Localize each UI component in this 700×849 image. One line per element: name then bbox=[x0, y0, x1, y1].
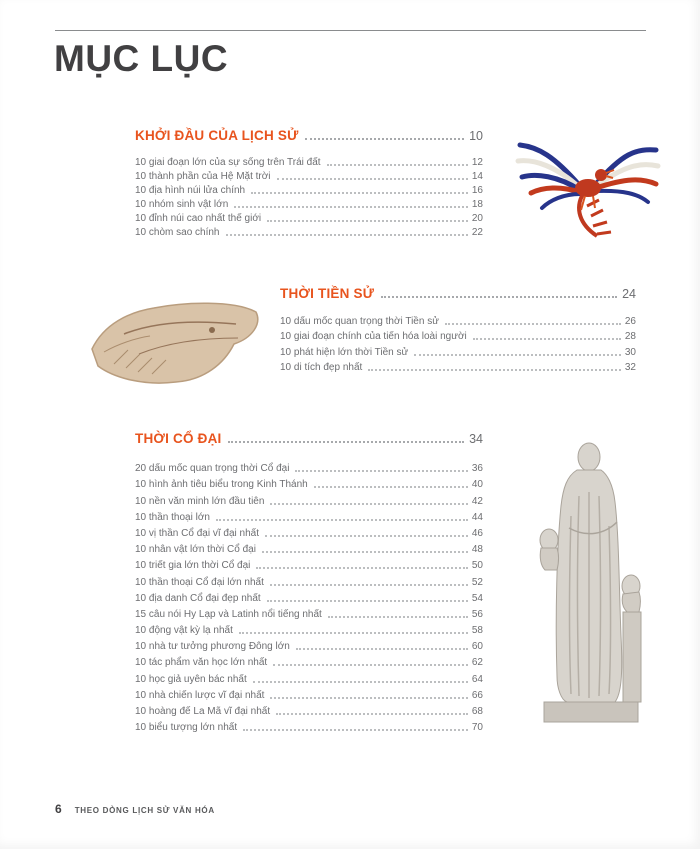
section-page-number: 24 bbox=[622, 287, 636, 301]
section-items bbox=[280, 312, 636, 373]
toc-item-label: 10 hình ảnh tiêu biểu trong Kinh Thánh bbox=[135, 479, 308, 491]
toc-item-page: 60 bbox=[471, 641, 483, 653]
toc-item-page: 42 bbox=[471, 495, 483, 507]
toc-item-label: 15 câu nói Hy Lạp và Latinh nổi tiếng nhất bbox=[135, 608, 322, 620]
section-page-number: 34 bbox=[469, 432, 483, 446]
section-khoi-dau-cua-lich-su bbox=[135, 128, 483, 238]
toc-item-page: 20 bbox=[471, 213, 483, 224]
toc-item bbox=[135, 685, 483, 701]
toc-item bbox=[135, 210, 483, 224]
dotted-leader bbox=[445, 323, 621, 325]
dotted-leader bbox=[267, 220, 468, 222]
toc-item-label: 10 địa danh Cổ đại đẹp nhất bbox=[135, 592, 261, 604]
dotted-leader bbox=[216, 519, 468, 521]
dotted-leader bbox=[228, 441, 464, 443]
toc-item-page: 40 bbox=[471, 479, 483, 491]
toc-item-page: 64 bbox=[471, 673, 483, 685]
dotted-leader bbox=[239, 632, 468, 634]
toc-item-page: 52 bbox=[471, 576, 483, 588]
toc-item-label: 10 giai đoạn lớn của sự sống trên Trái đất bbox=[135, 157, 321, 168]
toc-item-label: 10 thần thoại Cổ đại lớn nhất bbox=[135, 576, 264, 588]
toc-item-label: 10 nhóm sinh vật lớn bbox=[135, 199, 229, 210]
section-thoi-tien-su bbox=[280, 286, 636, 373]
section-page-number: 10 bbox=[469, 129, 483, 143]
dotted-leader bbox=[273, 664, 468, 666]
toc-item bbox=[135, 701, 483, 717]
toc-item-label: 10 nền văn minh lớn đầu tiên bbox=[135, 495, 265, 507]
toc-item-label: 10 học giả uyên bác nhất bbox=[135, 673, 247, 685]
toc-item-label: 10 chòm sao chính bbox=[135, 227, 220, 238]
toc-item-page: 68 bbox=[471, 706, 483, 717]
section-title: THỜI TIỀN SỬ bbox=[280, 286, 375, 301]
toc-item-page: 12 bbox=[471, 157, 483, 168]
dotted-leader bbox=[251, 192, 468, 194]
toc-item bbox=[135, 555, 483, 571]
dotted-leader bbox=[327, 164, 468, 166]
toc-item-label: 10 triết gia lớn thời Cổ đại bbox=[135, 560, 251, 572]
toc-item bbox=[135, 636, 483, 652]
toc-item-label: 10 vị thần Cổ đại vĩ đại nhất bbox=[135, 527, 259, 539]
toc-item-label: 10 thành phần của Hệ Mặt trời bbox=[135, 171, 271, 182]
toc-item-page: 62 bbox=[471, 657, 483, 669]
toc-item bbox=[135, 458, 483, 474]
header-rule bbox=[55, 30, 646, 31]
toc-item bbox=[135, 717, 483, 733]
toc-item-page: 46 bbox=[471, 527, 483, 539]
section-heading bbox=[135, 431, 483, 446]
section-title: KHỞI ĐẦU CỦA LỊCH SỬ bbox=[135, 128, 299, 143]
toc-item-label: 10 biểu tượng lớn nhất bbox=[135, 722, 238, 734]
toc-item-label: 10 hoàng đế La Mã vĩ đại nhất bbox=[135, 706, 271, 717]
toc-item-page: 14 bbox=[471, 171, 483, 182]
toc-item-label: 10 tác phẩm văn học lớn nhất bbox=[135, 657, 268, 669]
toc-item-label: 10 di tích đẹp nhất bbox=[280, 361, 363, 373]
dotted-leader bbox=[473, 338, 621, 340]
dotted-leader bbox=[262, 551, 468, 553]
dotted-leader bbox=[234, 206, 468, 208]
toc-item-label: 10 thần thoại lớn bbox=[135, 511, 210, 523]
toc-item bbox=[135, 154, 483, 168]
section-items bbox=[135, 458, 483, 733]
toc-item-label: 10 dấu mốc quan trọng thời Tiền sử bbox=[280, 316, 439, 328]
toc-item bbox=[280, 358, 636, 373]
page-title: MỤC LỤC bbox=[54, 38, 229, 79]
section-heading bbox=[135, 128, 483, 143]
toc-item bbox=[280, 342, 636, 357]
dotted-leader bbox=[256, 567, 467, 569]
dotted-leader bbox=[328, 616, 468, 618]
book-title: THEO DÒNG LỊCH SỬ VĂN HÓA bbox=[74, 806, 215, 815]
toc-item-page: 54 bbox=[471, 592, 483, 604]
toc-item-page: 16 bbox=[471, 185, 483, 196]
toc-item-page: 30 bbox=[624, 346, 636, 358]
prehistoric-carving-illustration bbox=[84, 294, 266, 394]
dotted-leader bbox=[277, 178, 468, 180]
roman-statue-illustration bbox=[526, 436, 656, 730]
toc-item-label: 10 nhà tư tưởng phương Đông lớn bbox=[135, 641, 290, 653]
toc-item-page: 44 bbox=[471, 511, 483, 523]
toc-item bbox=[280, 312, 636, 327]
toc-item-page: 28 bbox=[624, 331, 636, 343]
section-thoi-co-dai bbox=[135, 431, 483, 733]
dotted-leader bbox=[368, 369, 621, 371]
toc-item bbox=[135, 539, 483, 555]
toc-item-page: 26 bbox=[624, 316, 636, 328]
dotted-leader bbox=[265, 535, 468, 537]
dotted-leader bbox=[305, 138, 464, 140]
section-items bbox=[135, 154, 483, 238]
toc-item bbox=[135, 224, 483, 238]
toc-item-label: 10 nhân vật lớn thời Cổ đại bbox=[135, 544, 256, 556]
toc-item-page: 22 bbox=[471, 227, 483, 238]
toc-item-page: 66 bbox=[471, 689, 483, 701]
archaeopteryx-illustration bbox=[512, 134, 664, 252]
page-footer bbox=[55, 802, 215, 816]
archaeopteryx-illustration bbox=[512, 134, 664, 252]
dotted-leader bbox=[267, 600, 468, 602]
toc-item bbox=[280, 327, 636, 342]
dotted-leader bbox=[270, 503, 467, 505]
dotted-leader bbox=[414, 354, 621, 356]
toc-item-page: 58 bbox=[471, 625, 483, 637]
toc-item bbox=[135, 507, 483, 523]
toc-item-label: 10 địa hình núi lửa chính bbox=[135, 185, 246, 196]
toc-item-label: 20 dấu mốc quan trọng thời Cổ đại bbox=[135, 463, 290, 475]
toc-item bbox=[135, 604, 483, 620]
toc-item bbox=[135, 620, 483, 636]
toc-item-page: 70 bbox=[471, 722, 483, 734]
dotted-leader bbox=[226, 234, 468, 236]
toc-item bbox=[135, 523, 483, 539]
section-title: THỜI CỔ ĐẠI bbox=[135, 431, 222, 446]
toc-item bbox=[135, 652, 483, 668]
toc-item bbox=[135, 571, 483, 587]
toc-item-page: 48 bbox=[471, 544, 483, 556]
dotted-leader bbox=[270, 584, 468, 586]
page-number: 6 bbox=[55, 802, 62, 816]
toc-item bbox=[135, 490, 483, 506]
toc-item-label: 10 nhà chiến lược vĩ đại nhất bbox=[135, 689, 265, 701]
toc-item bbox=[135, 168, 483, 182]
toc-item-page: 18 bbox=[471, 199, 483, 210]
dotted-leader bbox=[276, 713, 468, 715]
toc-item-label: 10 đỉnh núi cao nhất thế giới bbox=[135, 213, 262, 224]
toc-item-page: 36 bbox=[471, 463, 483, 475]
toc-item bbox=[135, 588, 483, 604]
dotted-leader bbox=[296, 648, 468, 650]
toc-item-label: 10 phát hiện lớn thời Tiền sử bbox=[280, 346, 409, 358]
dotted-leader bbox=[295, 470, 467, 472]
dotted-leader bbox=[270, 697, 467, 699]
toc-item-label: 10 động vật kỳ lạ nhất bbox=[135, 625, 233, 637]
dotted-leader bbox=[243, 729, 468, 731]
toc-item-page: 50 bbox=[471, 560, 483, 572]
toc-item bbox=[135, 196, 483, 210]
dotted-leader bbox=[381, 296, 617, 298]
section-heading bbox=[280, 286, 636, 301]
toc-item bbox=[135, 474, 483, 490]
toc-item-page: 56 bbox=[471, 608, 483, 620]
prehistoric-carving-illustration bbox=[84, 294, 266, 394]
roman-statue-illustration bbox=[526, 436, 656, 730]
dotted-leader bbox=[253, 681, 468, 683]
toc-item bbox=[135, 668, 483, 684]
toc-item bbox=[135, 182, 483, 196]
dotted-leader bbox=[314, 486, 468, 488]
toc-item-page: 32 bbox=[624, 361, 636, 373]
toc-item-label: 10 giai đoạn chính của tiến hóa loài người bbox=[280, 331, 467, 343]
